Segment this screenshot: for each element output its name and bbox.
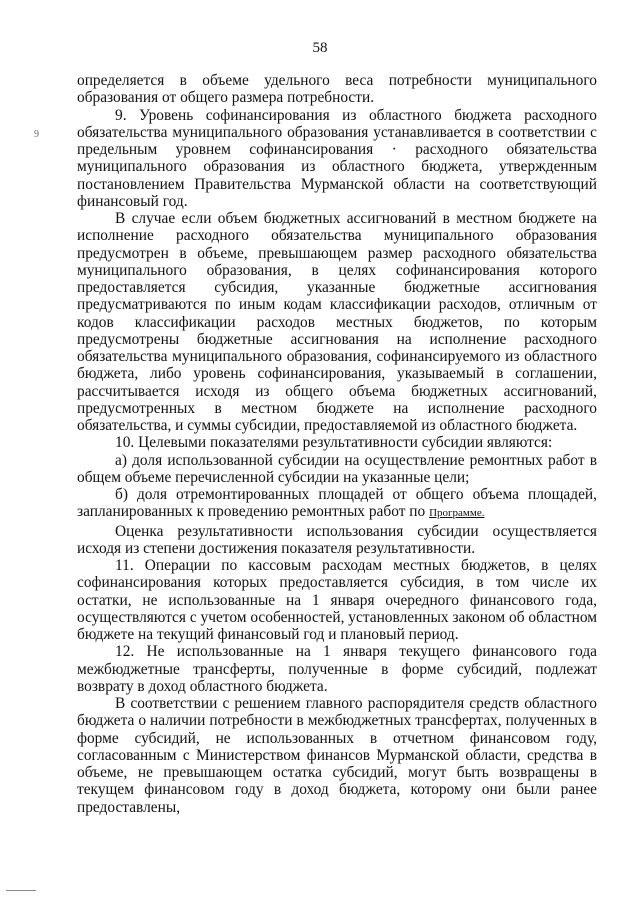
scan-artifact-line — [6, 890, 36, 891]
paragraph-return-decision: В соответствии с решением главного распорядителя средств областного бюджета о наличии потребности в межбюджетных трансфертах, полученных в форме субсидий, не использованных в отчетном финансовом году, согласованным с Министерством финансов Мурманской области, средства в объеме, не превышающем остатка субсидий, могут быть возвращены в текущем финансовом году в доход бюджета, которому они были ранее предоставлены, — [77, 695, 597, 816]
paragraph-item-10b — [77, 486, 597, 523]
page-number: 58 — [312, 40, 328, 56]
margin-mark: 9 — [34, 129, 39, 140]
program-link[interactable]: Программе. — [429, 507, 485, 520]
paragraph-item-10b-text: б) доля отремонтированных площадей от общего объема площадей, запланированных к проведению ремонтных работ по — [77, 486, 597, 521]
paragraph-continuation: определяется в объеме удельного веса потребности муниципального образования от общего размера потребности. — [77, 72, 597, 107]
paragraph-item-9: 9. Уровень софинансирования из областного бюджета расходного обязательства муниципального образования устанавливается в соответствии с предельным уровнем софинансирования · расходного обязательства муниципального образования из областного бюджета, утвержденным постановлением Правительства Мурманской области на соответствующий финансовый год. — [77, 106, 597, 210]
paragraph-budget-allocations: В случае если объем бюджетных ассигнований в местном бюджете на исполнение расходного обязательства муниципального образования предусмотрен в объеме, превышающем размер расходного обязательства муниципального образования, в целях софинансирования которого предоставляется субсидия, указанные бюджетные ассигнования предусматриваются по иным кодам классификации расходов, отличным от кодов классификации расходов местных бюджетов, по которым предусмотрены бюджетные ассигнования на исполнение расходного обязательства муниципального образования, софинансируемого из областного бюджета, либо уровень софинансирования, указываемый в соглашении, рассчитывается исходя из общего объема бюджетных ассигнований, предусмотренных в местном бюджете на исполнение расходного обязательства, и суммы субсидии, предоставляемой из областного бюджета. — [77, 210, 597, 434]
paragraph-item-11: 11. Операции по кассовым расходам местных бюджетов, в целях софинансирования которых предоставляется субсидия, в том числе их остатки, не использованные на 1 января очередного финансового года, осуществляются с учетом особенностей, установленных законом об областном бюджете на текущий финансовый год и плановый период. — [77, 557, 597, 643]
document-body — [77, 72, 597, 816]
paragraph-item-12: 12. Не использованные на 1 января текущего финансового года межбюджетные трансферты, полученные в форме субсидий, подлежат возврату в доход областного бюджета. — [77, 643, 597, 695]
paragraph-effectiveness: Оценка результативности использования субсидии осуществляется исходя из степени достижения показателя результативности. — [77, 522, 597, 557]
paragraph-item-10: 10. Целевыми показателями результативности субсидии являются: — [115, 434, 553, 452]
paragraph-item-10a: а) доля использованной субсидии на осуществление ремонтных работ в общем объеме перечисленной субсидии на указанные цели; — [77, 451, 597, 486]
